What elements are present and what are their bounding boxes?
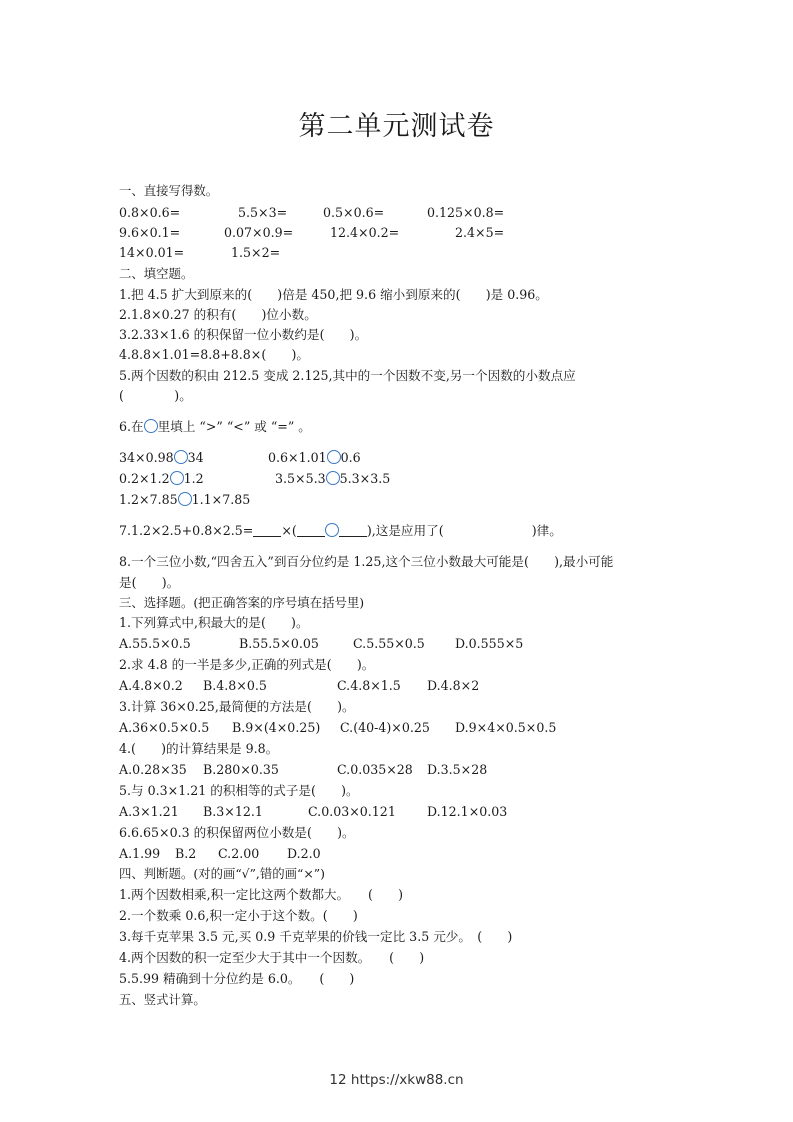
choice-question: 4.( )的计算结果是 9.8。 xyxy=(119,741,279,756)
choice-option: B.3×12.1 xyxy=(203,804,263,819)
calc-item: 5.5×3= xyxy=(238,205,288,220)
fill-question-5: 5.两个因数的积由 212.5 变成 2.125,其中的一个因数不变,另一个因数的小数点应 xyxy=(119,368,576,383)
calc-item: 9.6×0.1= xyxy=(119,225,181,240)
answer-blank[interactable] xyxy=(339,524,367,537)
section-1-heading: 一、直接写得数。 xyxy=(119,183,219,198)
judge-item: 2.一个数乘 0.6,积一定小于这个数。( ) xyxy=(119,908,358,923)
calc-item: 2.4×5= xyxy=(455,225,505,240)
fill-question-5-cont: ( )。 xyxy=(119,388,192,403)
choice-option: D.2.0 xyxy=(287,846,321,861)
section-2-heading: 二、填空题。 xyxy=(119,266,194,281)
choice-option: D.12.1×0.03 xyxy=(427,804,508,819)
calc-item: 0.5×0.6= xyxy=(323,205,385,220)
fill-question-7: 7.1.2×2.5+0.8×2.5= ×( ),这是应用了( )律。 xyxy=(119,523,562,538)
calc-item: 0.125×0.8= xyxy=(427,205,505,220)
answer-blank[interactable] xyxy=(297,524,325,537)
choice-option: A.1.99 xyxy=(119,846,161,861)
answer-circle-icon[interactable] xyxy=(174,450,188,464)
compare-item: 0.6×1.01 0.6 xyxy=(268,450,361,465)
calc-item: 14×0.01= xyxy=(119,245,185,260)
choice-option: A.0.28×35 xyxy=(119,762,187,777)
answer-circle-icon[interactable] xyxy=(178,492,192,506)
calc-item: 0.8×0.6= xyxy=(119,205,181,220)
choice-option: D.4.8×2 xyxy=(427,678,480,693)
fill-question-6 xyxy=(119,419,311,435)
choice-option: A.3×1.21 xyxy=(119,804,179,819)
choice-option: B.55.5×0.05 xyxy=(239,636,319,651)
fill-question-4: 4.8.8×1.01=8.8+8.8×( )。 xyxy=(119,347,309,362)
choice-question: 2.求 4.8 的一半是多少,正确的列式是( )。 xyxy=(119,657,375,672)
choice-question: 3.计算 36×0.25,最简便的方法是( )。 xyxy=(119,699,355,714)
judge-item: 3.每千克苹果 3.5 元,买 0.9 千克苹果的价钱一定比 3.5 元少。 ( ) xyxy=(119,929,513,944)
section-3-heading: 三、选择题。(把正确答案的序号填在括号里) xyxy=(119,595,365,610)
fill-question-8-cont: 是( )。 xyxy=(119,575,180,590)
choice-option: C.4.8×1.5 xyxy=(337,678,401,693)
choice-option: A.55.5×0.5 xyxy=(119,636,191,651)
judge-item: 1.两个因数相乘,积一定比这两个数都大。 ( ) xyxy=(119,887,404,902)
choice-option: B.4.8×0.5 xyxy=(203,678,267,693)
section-4-heading: 四、判断题。(对的画“√”,错的画“×”) xyxy=(119,866,325,881)
fill-question-1: 1.把 4.5 扩大到原来的( )倍是 450,把 9.6 缩小到原来的( )是 0.96。 xyxy=(119,287,548,302)
fill-question-3: 3.2.33×1.6 的积保留一位小数约是( )。 xyxy=(119,327,368,342)
section-5-heading: 五、竖式计算。 xyxy=(119,992,206,1007)
judge-item: 5.5.99 精确到十分位约是 6.0。 ( ) xyxy=(119,971,355,986)
page-footer: 12 https://xkw88.cn xyxy=(329,1072,464,1088)
calc-item: 1.5×2= xyxy=(231,245,281,260)
choice-option: C.(40-4)×0.25 xyxy=(340,720,430,735)
judge-item: 4.两个因数的积一定至少大于其中一个因数。 ( ) xyxy=(119,950,425,965)
compare-item: 1.2×7.85 1.1×7.85 xyxy=(119,492,251,507)
choice-question: 5.与 0.3×1.21 的积相等的式子是( )。 xyxy=(119,783,359,798)
choice-question: 6.6.65×0.3 的积保留两位小数是( )。 xyxy=(119,825,355,840)
answer-circle-icon[interactable] xyxy=(325,523,339,537)
choice-option: D.9×4×0.5×0.5 xyxy=(455,720,557,735)
choice-option: A.4.8×0.2 xyxy=(119,678,183,693)
choice-option: A.36×0.5×0.5 xyxy=(119,720,210,735)
choice-option: B.9×(4×0.25) xyxy=(232,720,321,735)
answer-circle-icon[interactable] xyxy=(327,450,341,464)
choice-option: B.2 xyxy=(175,846,197,861)
fill-question-2: 2.1.8×0.27 的积有( )位小数。 xyxy=(119,307,317,322)
answer-circle-icon[interactable] xyxy=(144,419,158,433)
fill-question-8: 8.一个三位小数,“四舍五入”到百分位约是 1.25,这个三位小数最大可能是( ),最小可能 xyxy=(119,554,614,569)
choice-option: B.280×0.35 xyxy=(203,762,279,777)
page-title: 第二单元测试卷 xyxy=(298,111,495,142)
calc-item: 12.4×0.2= xyxy=(330,225,400,240)
q6-prefix: 6.在 xyxy=(119,419,144,434)
compare-item: 34×0.98 34 xyxy=(119,450,204,465)
choice-option: C.0.03×0.121 xyxy=(308,804,396,819)
answer-circle-icon[interactable] xyxy=(326,471,340,485)
q6-suffix: 里填上 “>” “<” 或 “=” 。 xyxy=(157,419,311,434)
choice-option: C.0.035×28 xyxy=(337,762,413,777)
choice-option: D.3.5×28 xyxy=(427,762,488,777)
compare-item: 0.2×1.2 1.2 xyxy=(119,471,204,486)
calc-item: 0.07×0.9= xyxy=(224,225,294,240)
compare-item: 3.5×5.3 5.3×3.5 xyxy=(275,471,391,486)
choice-option: C.2.00 xyxy=(218,846,260,861)
choice-option: C.5.55×0.5 xyxy=(353,636,425,651)
choice-option: D.0.555×5 xyxy=(455,636,524,651)
answer-blank[interactable] xyxy=(253,524,281,537)
choice-question: 1.下列算式中,积最大的是( )。 xyxy=(119,615,309,630)
answer-circle-icon[interactable] xyxy=(170,471,184,485)
